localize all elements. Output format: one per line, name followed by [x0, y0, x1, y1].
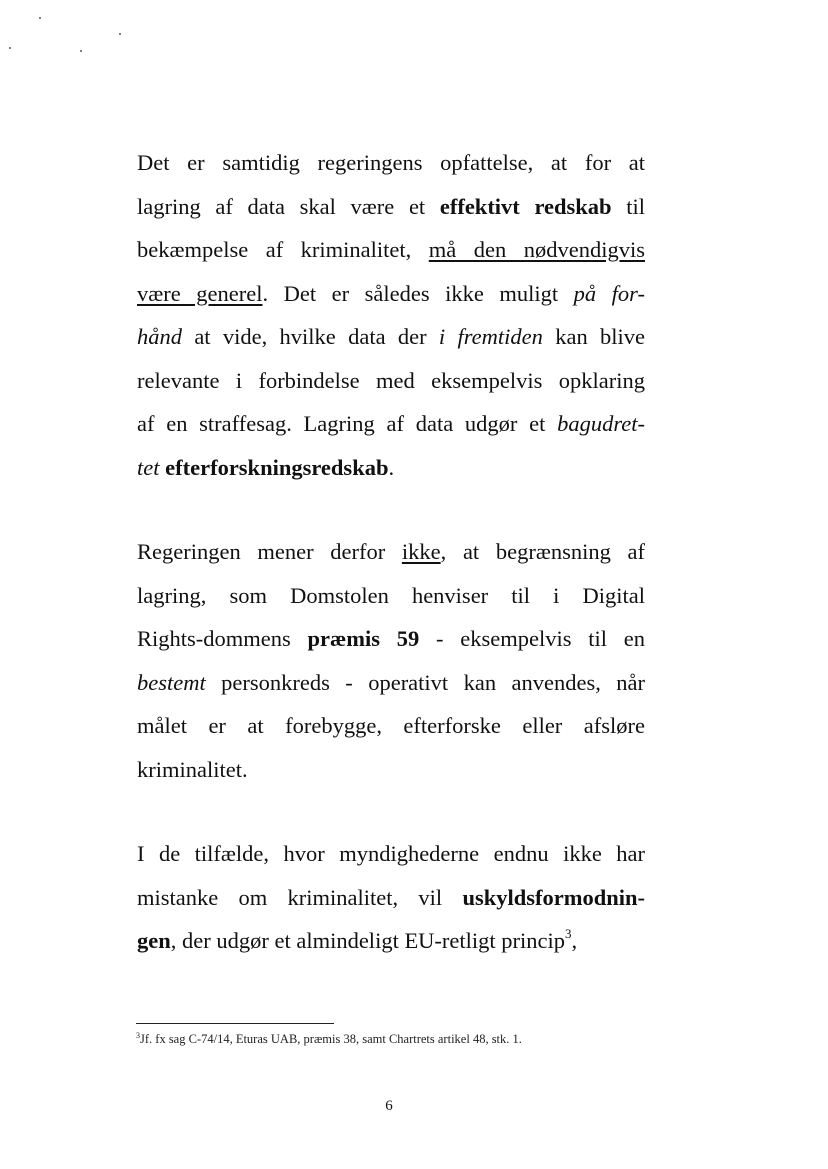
text-run: . Det er således ikke muligt — [262, 280, 574, 306]
footnote-separator — [136, 1023, 334, 1024]
text-line — [137, 919, 645, 963]
text-run: lagring, som Domstolen henviser til i Digital — [137, 582, 645, 608]
text-line — [137, 617, 645, 661]
text-line — [137, 530, 645, 574]
underlined-text: må den nødvendigvis — [428, 237, 645, 262]
text-run: at vide, hvilke data der — [182, 324, 439, 349]
text-run: , — [571, 928, 578, 953]
text-line — [137, 661, 645, 705]
text-line — [137, 446, 645, 490]
text-run: personkreds - operativt kan anvendes, når — [205, 669, 645, 695]
text-run: kan blive — [542, 324, 645, 349]
text-run: - eksempelvis til en — [419, 626, 646, 651]
underlined-text: ikke — [401, 539, 441, 564]
paragraph-2 — [137, 530, 645, 791]
bold-text: gen — [137, 928, 171, 953]
text-line — [137, 876, 645, 920]
italic-text: tet — [137, 454, 160, 480]
text-line — [137, 185, 645, 229]
bold-text: efterforskningsredskab — [165, 454, 389, 480]
text-line — [137, 272, 645, 316]
paragraph-1 — [137, 141, 645, 489]
text-run: af en straffesag. Lagring af data udgør et — [137, 411, 558, 436]
bold-text: effektivt redskab — [439, 193, 612, 219]
text-line — [137, 359, 645, 403]
text-line — [137, 402, 645, 446]
text-run: bekæmpelse af kriminalitet, — [137, 237, 429, 262]
text-line — [137, 315, 645, 359]
text-line — [137, 141, 645, 185]
footnote-reference: 3 — [565, 926, 572, 941]
footnote — [136, 1031, 522, 1047]
text-run: Regeringen mener derfor — [137, 539, 402, 564]
italic-text: hånd — [137, 324, 182, 349]
text-run: kriminalitet. — [137, 756, 248, 782]
text-run: Rights-dommens — [137, 626, 308, 651]
text-line — [137, 228, 645, 272]
text-line — [137, 574, 645, 618]
footnote-marker: 3 — [136, 1031, 140, 1040]
italic-text: i fremtiden — [438, 324, 543, 349]
italic-text: på for- — [573, 280, 645, 306]
text-run: I de tilfælde, hvor myndighederne endnu ikke har — [137, 841, 645, 866]
text-line — [137, 704, 645, 748]
text-run: , at begrænsning af — [440, 539, 645, 564]
text-line — [137, 832, 645, 876]
bold-text: uskyldsformodnin- — [462, 884, 645, 910]
text-run: målet er at forebygge, efterforske eller afsløre — [137, 713, 645, 738]
text-run: Det er samtidig regeringens opfattelse, at for at — [137, 150, 645, 175]
text-run: lagring af data skal være et — [137, 193, 440, 219]
bold-text: præmis 59 — [307, 626, 420, 651]
text-run: til — [611, 193, 645, 219]
text-line — [137, 748, 645, 792]
text-run: mistanke om kriminalitet, vil — [137, 884, 463, 910]
text-run: relevante i forbindelse med eksempelvis opklaring — [137, 367, 645, 393]
italic-text: bagudret- — [557, 411, 645, 436]
underlined-text: være generel — [137, 280, 263, 306]
text-run: , der udgør et almindeligt EU-retligt princip — [170, 928, 566, 953]
paragraph-3 — [137, 832, 645, 963]
page-number: 6 — [385, 1098, 393, 1114]
italic-text: bestemt — [137, 669, 206, 695]
footnote-text: Jf. fx sag C-74/14, Eturas UAB, præmis 38, samt Chartrets artikel 48, stk. 1. — [140, 1032, 522, 1046]
text-run: . — [388, 454, 395, 480]
